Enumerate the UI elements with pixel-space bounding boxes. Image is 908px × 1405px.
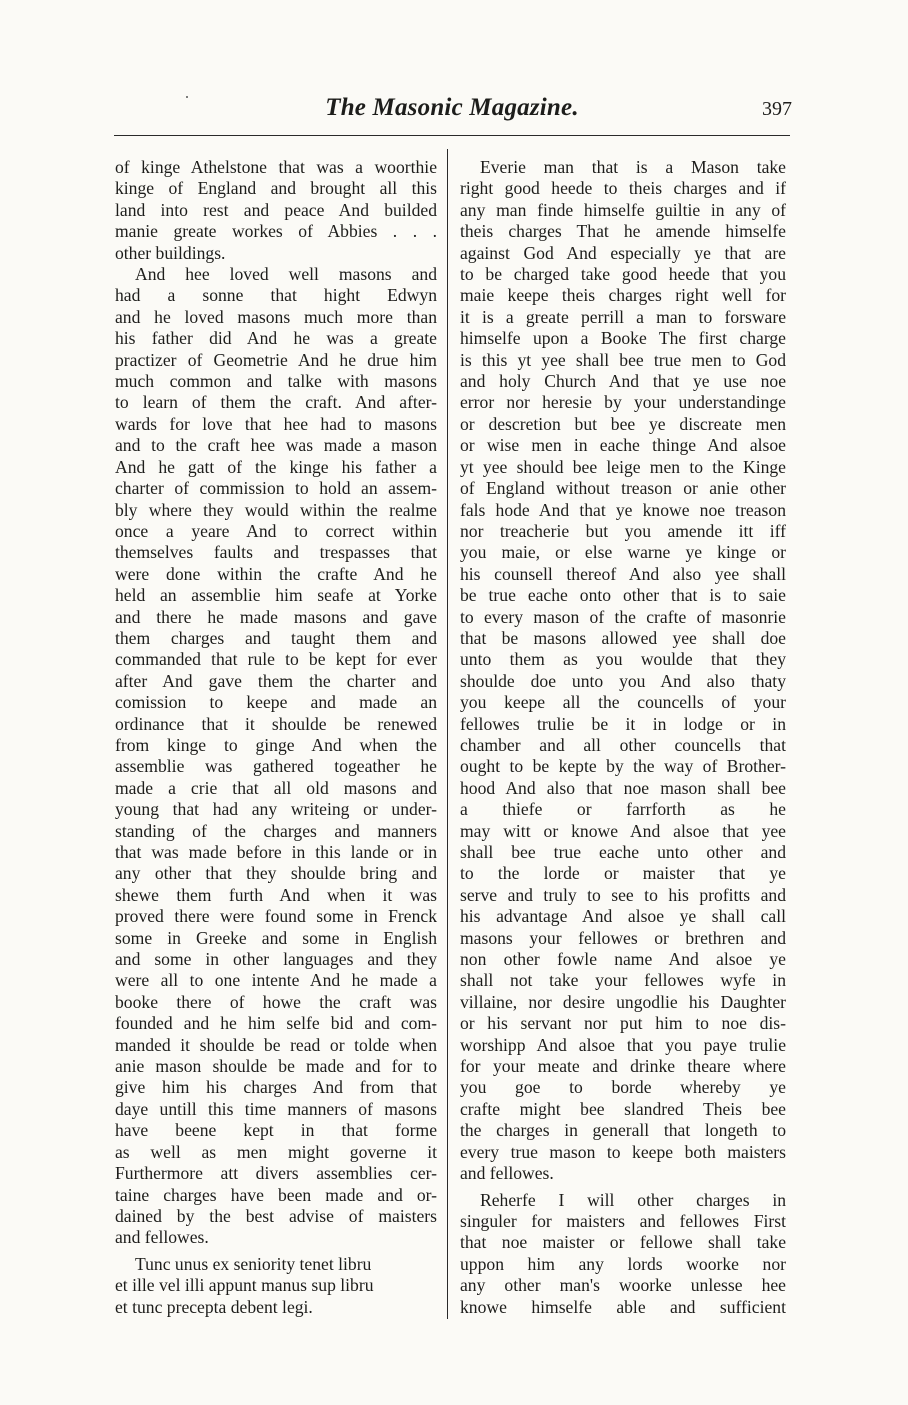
text-line: non other fowle name And alsoe ye	[460, 949, 786, 970]
text-line: theis charges That he amende himselfe	[460, 221, 786, 242]
text-line: is this yt yee shall bee true men to God	[460, 349, 786, 370]
text-line: of England without treason or anie other	[460, 478, 786, 499]
text-line: have beene kept in that forme	[115, 1120, 437, 1141]
text-line: may witt or knowe And alsoe that yee	[460, 820, 786, 841]
text-line: any other that they shoulde bring and	[115, 863, 437, 884]
text-line: right good heede to theis charges and if	[460, 178, 786, 199]
text-line: that noe maister or fellowe shall take	[460, 1232, 786, 1253]
text-line: held an assemblie him seafe at Yorke	[115, 585, 437, 606]
left-column	[115, 157, 437, 1318]
text-line: charter of commission to hold an assem-	[115, 478, 437, 499]
text-line: masons your fellowes or brethren and	[460, 927, 786, 948]
text-line: and to the craft hee was made a mason	[115, 435, 437, 456]
text-line: some in Greeke and some in English	[115, 927, 437, 948]
text-line: bly where they would within the realme	[115, 499, 437, 520]
text-line: anie mason shoulde be made and for to	[115, 1056, 437, 1077]
right-column	[460, 157, 786, 1318]
text-line: and some in other languages and they	[115, 949, 437, 970]
text-line: Furthermore att divers assemblies cer-	[115, 1163, 437, 1184]
text-line: give him his charges And from that	[115, 1077, 437, 1098]
text-line: founded and he him selfe bid and com-	[115, 1013, 437, 1034]
text-line: them charges and taught them and	[115, 627, 437, 648]
text-line: or descretion but bee ye discreate men	[460, 413, 786, 434]
text-line: any man finde himselfe guiltie in any of	[460, 199, 786, 220]
text-line: for your meate and drinke theare where	[460, 1056, 786, 1077]
text-line: you keepe all the councells of your	[460, 692, 786, 713]
text-line: And hee loved well masons and	[135, 264, 437, 285]
text-line: assemblie was gathered togeather he	[115, 756, 437, 777]
text-line: serve and truly to see to his profitts and	[460, 884, 786, 905]
header-rule	[114, 135, 790, 136]
text-line: young that had any writeing or under-	[115, 799, 437, 820]
text-line: other buildings.	[115, 242, 226, 263]
text-line: made a crie that all old masons and	[115, 777, 437, 798]
text-line: of kinge Athelstone that was a woorthie	[115, 157, 437, 177]
text-line: land into rest and peace And builded	[115, 199, 437, 220]
text-line: themselves faults and trespasses that	[115, 542, 437, 563]
text-line: were all to one intente And he made a	[115, 970, 437, 991]
text-line: commanded that rule to be kept for ever	[115, 649, 437, 670]
text-line: chamber and all other councells that	[460, 734, 786, 755]
text-line: once a yeare And to correct within	[115, 520, 437, 541]
text-line: to the lorde or maister that ye	[460, 863, 786, 884]
page-number: 397	[762, 98, 792, 120]
text-line: his father did And he was a greate	[115, 328, 437, 349]
text-line: a thiefe or farrforth as he	[460, 799, 786, 820]
text-line: you goe to borde whereby ye	[460, 1077, 786, 1098]
text-line: manded it shoulde be read or tolde when	[115, 1034, 437, 1055]
text-line: et ille vel illi appunt manus sup libru	[115, 1275, 374, 1296]
text-line: shall not take your fellowes wyfe in	[460, 970, 786, 991]
text-line: that be masons allowed yee shall doe	[460, 627, 786, 648]
text-line: crafte might bee slandred Theis bee	[460, 1098, 786, 1119]
text-line: wards for love that hee had to masons	[115, 413, 437, 434]
text-line: as well as men might governe it	[115, 1141, 437, 1162]
text-line: Reherfe I will other charges in	[480, 1189, 786, 1210]
text-line: worshipp And alsoe that you paye trulie	[460, 1034, 786, 1055]
text-line: Tunc unus ex seniority tenet libru	[135, 1253, 372, 1274]
text-line: or wise men in eache thinge And alsoe	[460, 435, 786, 456]
text-line: to every mason of the crafte of masonrie	[460, 606, 786, 627]
text-line: and he loved masons much more than	[115, 306, 437, 327]
text-line: error nor heresie by your understandinge	[460, 392, 786, 413]
text-line: yt yee should bee leige men to the Kinge	[460, 456, 786, 477]
text-line: you maie, or else warne ye kinge or	[460, 542, 786, 563]
text-line: the charges in generall that longeth to	[460, 1120, 786, 1141]
text-line: proved there were found some in Frenck	[115, 906, 437, 927]
text-line: and there he made masons and gave	[115, 606, 437, 627]
text-line: to learn of them the craft. And after-	[115, 392, 437, 413]
text-line: shewe them furth And when it was	[115, 884, 437, 905]
text-line: his counsell thereof And also yee shall	[460, 563, 786, 584]
text-line: against God And especially ye that are	[460, 242, 786, 263]
text-line: villaine, nor desire ungodlie his Daughter	[460, 991, 786, 1012]
text-line: ordinance that it shoulde be renewed	[115, 713, 437, 734]
text-line: had a sonne that hight Edwyn	[115, 285, 437, 306]
text-line: uppon him any lords woorke nor	[460, 1253, 786, 1274]
text-line: taine charges have been made and or-	[115, 1184, 437, 1205]
text-line: practizer of Geometrie And he drue him	[115, 349, 437, 370]
text-line: et tunc precepta debent legi.	[115, 1296, 313, 1317]
text-line: any other man's woorke unlesse hee	[460, 1275, 786, 1296]
text-line: shall bee true eache unto other and	[460, 842, 786, 862]
text-line: or his servant nor put him to noe dis-	[460, 1013, 786, 1034]
text-line: singuler for maisters and fellowes First	[460, 1210, 786, 1231]
running-title: The Masonic Magazine.	[325, 94, 579, 121]
text-line: knowe himselfe able and sufficient	[460, 1296, 786, 1317]
text-line: daye untill this time manners of masons	[115, 1098, 437, 1119]
text-line: maie keepe theis charges right well for	[460, 285, 786, 306]
text-line: fellowes trulie be it in lodge or in	[460, 713, 786, 734]
text-line: Everie man that is a Mason take	[480, 157, 786, 177]
text-line: were done within the crafte And he	[115, 563, 437, 584]
text-line: to be charged take good heede that you	[460, 264, 786, 285]
text-line: booke there of howe the craft was	[115, 991, 437, 1012]
text-line: comission to keepe and made an	[115, 692, 437, 713]
text-line: it is a greate perrill a man to forsware	[460, 306, 786, 327]
text-line: and fellowes.	[460, 1163, 554, 1184]
text-line: kinge of England and brought all this	[115, 178, 437, 199]
text-line: from kinge to ginge And when the	[115, 734, 437, 755]
text-line: that was made before in this lande or in	[115, 842, 437, 862]
text-line: himselfe upon a Booke The first charge	[460, 328, 786, 349]
text-line: after And gave them the charter and	[115, 670, 437, 691]
text-line: and fellowes.	[115, 1227, 209, 1248]
column-divider	[447, 149, 448, 1319]
text-line: manie greate workes of Abbies . . .	[115, 221, 437, 242]
text-line: much common and talke with masons	[115, 371, 437, 392]
text-line: and holy Church And that ye use noe	[460, 371, 786, 392]
page-header	[112, 94, 792, 130]
text-line: be true eache onto other that is to saie	[460, 585, 786, 606]
text-line: dained by the best advise of maisters	[115, 1205, 437, 1226]
text-line: And he gatt of the kinge his father a	[115, 456, 437, 477]
text-line: every true mason to keepe both maisters	[460, 1141, 786, 1162]
text-line: nor treacherie but you amende itt iff	[460, 520, 786, 541]
text-line: hood And also that noe mason shall bee	[460, 777, 786, 798]
text-line: standing of the charges and manners	[115, 820, 437, 841]
text-line: his advantage And alsoe ye shall call	[460, 906, 786, 927]
text-line: shoulde doe unto you And also thaty	[460, 670, 786, 691]
text-line: unto them as you woulde that they	[460, 649, 786, 670]
text-line: fals hode And that ye knowe noe treason	[460, 499, 786, 520]
text-line: ought to be kepte by the way of Brother-	[460, 756, 786, 777]
